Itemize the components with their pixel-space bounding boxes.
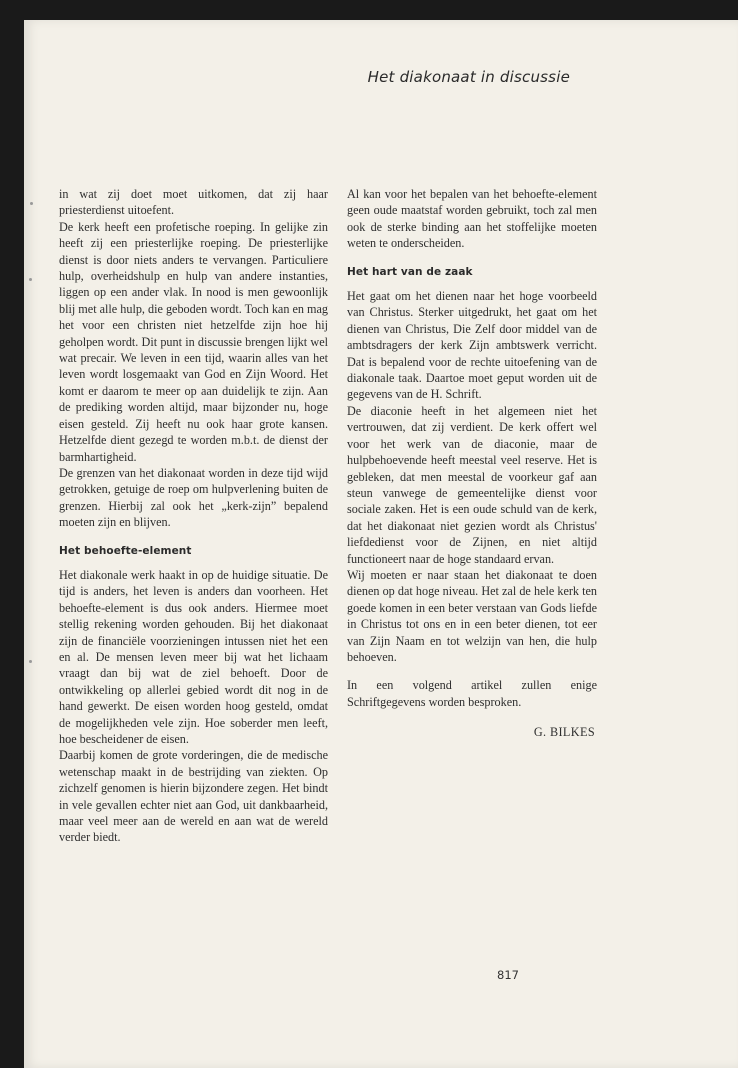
section-heading: Het behoefte-element — [59, 544, 192, 557]
paragraph: De kerk heeft een profetische roeping. In gelijke zin heeft zij een priesterlijke roeping. De priesterlijke dienst is door niets anders te vervangen. Particuliere hulp, overheidshulp en hulp van andere instanties, liggen op een ander vlak. In nood is men gewoonlijk blij met alle hulp, die geboden wordt. Toch kan en mag het voor een christen niet hetzelfde zijn hoe hij geholpen wordt. Dit punt in discussie brengen lijkt wel wat precair. We leven in een tijd, waarin alles van het leven wordt losgemaakt van God en Zijn Woord. Het komt er daarom te meer op aan duidelijk te zijn. Aan de prediking worden altijd, maar bijzonder nu, hoge eisen gesteld. Zij heeft nu ook haar grote kansen. Hetzelfde dient gezegd te worden m.b.t. de dienst der barmhartigheid. — [59, 219, 329, 464]
page-number: 817 — [497, 968, 519, 982]
paragraph: Al kan voor het bepalen van het behoefte-element geen oude maatstaf worden gebruikt, toch zal men ook de sterke binding aan het stoffelijke moeten weten te onderscheiden. — [347, 187, 597, 251]
paragraph: Wij moeten er naar staan het diakonaat te doen dienen op dat hoge niveau. Het zal de hele kerk ten goede komen in een beter verstaan van Gods liefde in Christus tot ons en in een beter dienen, tot eer van Zijn Naam en tot welzijn van hen, die hulp behoeven. — [347, 567, 597, 664]
paragraph: Het diakonale werk haakt in op de huidige situatie. De tijd is anders, het leven is anders dan voorheen. Het behoefte-element is dus ook anders. Hiermee moet stellig rekening worden gehouden. Bij het diakonaat zijn de financiële voorzieningen intussen niet het een en al. De mensen leven meer bij wat het lichaam vraagt dan bij wat de ziel behoeft. Door de ontwikkeling op allerlei gebied wordt dit nog in de hand gewerkt. De eisen worden hoog gesteld, omdat de mogelijkheden vele zijn. Hoe soberder men leeft, hoe bescheidener de eisen. — [59, 567, 328, 746]
section-heading: Het hart van de zaak — [347, 265, 473, 278]
left-column — [59, 186, 328, 846]
paragraph: In een volgend artikel zullen enige Schriftgegevens worden besproken. — [347, 678, 597, 709]
running-header: Het diakonaat in discussie — [367, 68, 570, 86]
paragraph: Het gaat om het dienen naar het hoge voorbeeld van Christus. Sterker uitgedrukt, het gaat om het dienen van Christus, Die Zelf door middel van de ambtsdragers der kerk Zijn ambtswerk verricht. Dat is bepalend voor de rechte uitoefening van de diakonale taak. Daartoe moet geput worden uit de gegevens van de H. Schrift. — [347, 289, 597, 402]
margin-mark — [29, 660, 32, 663]
paragraph: De diaconie heeft in het algemeen niet het vertrouwen, dat zij verdient. De kerk offert wel voor het werk van de diaconie, maar de hulpbehoevende heeft meestal veel reserve. Het is gebleken, dat men meestal de voorkeur gaf aan steun vanwege de gemeentelijke dienst voor sociale zaken. Het is een oude schuld van de kerk, dat het diakonaat niet gezien wordt als Christus' liefdedienst voor de Zijnen, en niet altijd functioneert naar de hoge standaard ervan. — [347, 403, 597, 566]
paragraph: Daarbij komen de grote vorderingen, die de medische wetenschap maakt in de bestrijding van ziekten. Op zichzelf genomen is hierin bijzondere zegen. Het bindt in vele gevallen echter niet aan God, uit dankbaarheid, maar veel meer aan de wereld en aan wat de wereld verder biedt. — [59, 748, 328, 845]
author-signature: G. BILKES — [533, 725, 595, 740]
paragraph: in wat zij doet moet uitkomen, dat zij haar priesterdienst uitoefent. — [59, 187, 328, 218]
right-column — [347, 186, 597, 741]
margin-mark — [30, 202, 33, 205]
margin-mark — [29, 278, 32, 281]
paragraph: De grenzen van het diakonaat worden in deze tijd wijd getrokken, getuige de roep om hulpverlening buiten de grenzen. Hierbij zal ook het „kerk-zijn” bepalend moeten zijn en blijven. — [59, 465, 328, 530]
